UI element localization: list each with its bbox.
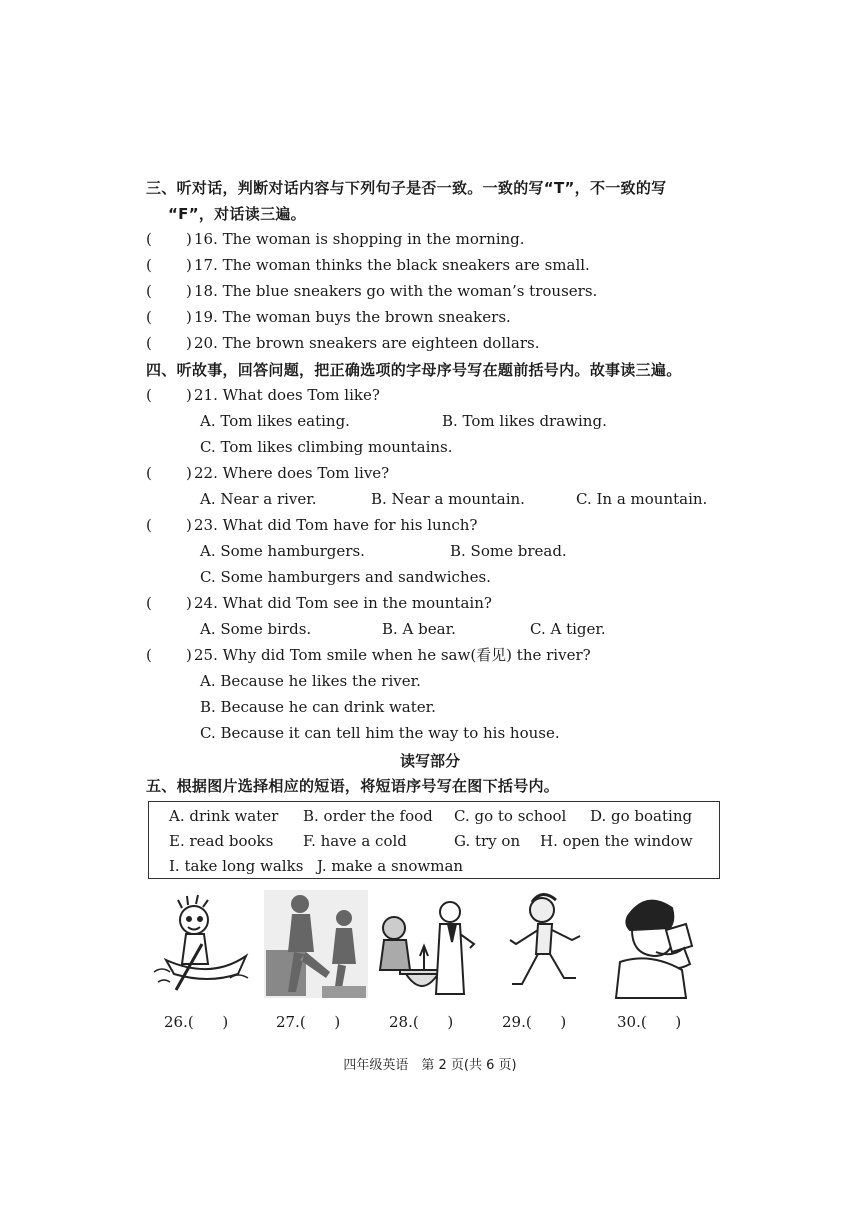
answer-paren-close: ) bbox=[186, 334, 192, 352]
section3-heading bbox=[146, 175, 736, 227]
question-text: 17. The woman thinks the black sneakers are small. bbox=[194, 256, 590, 274]
answer-paren-open[interactable]: ( bbox=[146, 334, 152, 352]
question-text: 21. What does Tom like? bbox=[194, 386, 380, 404]
option-c: C. Because it can tell him the way to his house. bbox=[200, 724, 560, 742]
boy-drinking-icon bbox=[606, 890, 710, 1000]
section5-heading: 五、根据图片选择相应的短语，将短语序号写在图下括号内。 bbox=[146, 777, 560, 795]
answer-paren-open[interactable]: ( bbox=[146, 386, 152, 404]
option-b: B. Because he can drink water. bbox=[200, 698, 436, 716]
phrase-a: A. drink water bbox=[169, 807, 279, 825]
option-c: C. In a mountain. bbox=[576, 490, 708, 508]
answer-paren-close: ) bbox=[186, 256, 192, 274]
answer-paren-close: ) bbox=[186, 464, 192, 482]
phrase-j: J. make a snowman bbox=[317, 857, 464, 875]
question-text: 25. Why did Tom smile when he saw(看见) the river? bbox=[194, 646, 591, 664]
answer-paren-open[interactable]: ( bbox=[146, 594, 152, 612]
option-c: C. A tiger. bbox=[530, 620, 606, 638]
question-text: 24. What did Tom see in the mountain? bbox=[194, 594, 492, 612]
answer-paren-open[interactable]: ( bbox=[146, 282, 152, 300]
answer-blank-27[interactable]: 27.( ) bbox=[276, 1013, 341, 1031]
answer-paren-close: ) bbox=[186, 646, 192, 664]
phrase-i: I. take long walks bbox=[169, 857, 304, 875]
option-a: A. Tom likes eating. bbox=[200, 412, 350, 430]
answer-paren-close: ) bbox=[186, 230, 192, 248]
question-text: 18. The blue sneakers go with the woman’s trousers. bbox=[194, 282, 598, 300]
section3-heading-line1: 三、听对话，判断对话内容与下列句子是否一致。一致的写“T”，不一致的写 bbox=[146, 179, 667, 197]
phrase-c: C. go to school bbox=[454, 807, 567, 825]
phrase-e: E. read books bbox=[169, 832, 274, 850]
option-b: B. Tom likes drawing. bbox=[442, 412, 607, 430]
phrase-d: D. go boating bbox=[590, 807, 693, 825]
option-a: A. Some hamburgers. bbox=[200, 542, 365, 560]
page-footer: 四年级英语 第 2 页(共 6 页) bbox=[343, 1058, 517, 1073]
picture-row bbox=[0, 890, 860, 1010]
answer-blank-29[interactable]: 29.( ) bbox=[502, 1013, 567, 1031]
phrase-b: B. order the food bbox=[303, 807, 433, 825]
answer-paren-close: ) bbox=[186, 594, 192, 612]
question-text: 20. The brown sneakers are eighteen dollars. bbox=[194, 334, 540, 352]
section3-heading-line2: “F”，对话读三遍。 bbox=[168, 205, 306, 223]
question-text: 16. The woman is shopping in the morning. bbox=[194, 230, 525, 248]
women-trying-shoes-icon bbox=[264, 890, 368, 1000]
boy-rowing-boat-icon bbox=[150, 890, 254, 1000]
answer-paren-open[interactable]: ( bbox=[146, 646, 152, 664]
question-text: 19. The woman buys the brown sneakers. bbox=[194, 308, 511, 326]
option-b: B. Some bread. bbox=[450, 542, 567, 560]
phrase-h: H. open the window bbox=[540, 832, 693, 850]
section4-heading: 四、听故事，回答问题，把正确选项的字母序号写在题前括号内。故事读三遍。 bbox=[146, 361, 682, 379]
answer-paren-close: ) bbox=[186, 516, 192, 534]
answer-blank-30[interactable]: 30.( ) bbox=[617, 1013, 682, 1031]
phrase-box bbox=[148, 801, 720, 879]
answer-paren-close: ) bbox=[186, 282, 192, 300]
option-a: A. Near a river. bbox=[200, 490, 317, 508]
answer-paren-close: ) bbox=[186, 308, 192, 326]
answer-paren-close: ) bbox=[186, 386, 192, 404]
answer-paren-open[interactable]: ( bbox=[146, 256, 152, 274]
answer-blank-26[interactable]: 26.( ) bbox=[164, 1013, 229, 1031]
option-a: A. Some birds. bbox=[200, 620, 312, 638]
option-a: A. Because he likes the river. bbox=[200, 672, 421, 690]
question-text: 23. What did Tom have for his lunch? bbox=[194, 516, 478, 534]
waiter-restaurant-icon bbox=[376, 890, 480, 1000]
answer-paren-open[interactable]: ( bbox=[146, 308, 152, 326]
answer-paren-open[interactable]: ( bbox=[146, 516, 152, 534]
option-b: B. Near a mountain. bbox=[371, 490, 525, 508]
phrase-g: G. try on bbox=[454, 832, 521, 850]
answer-paren-open[interactable]: ( bbox=[146, 230, 152, 248]
option-b: B. A bear. bbox=[382, 620, 456, 638]
answer-paren-open[interactable]: ( bbox=[146, 464, 152, 482]
option-c: C. Tom likes climbing mountains. bbox=[200, 438, 453, 456]
option-c: C. Some hamburgers and sandwiches. bbox=[200, 568, 491, 586]
phrase-f: F. have a cold bbox=[303, 832, 407, 850]
reading-writing-title: 读写部分 bbox=[399, 752, 460, 770]
answer-blank-28[interactable]: 28.( ) bbox=[389, 1013, 454, 1031]
question-text: 22. Where does Tom live? bbox=[194, 464, 390, 482]
person-walking-icon bbox=[494, 890, 598, 1000]
